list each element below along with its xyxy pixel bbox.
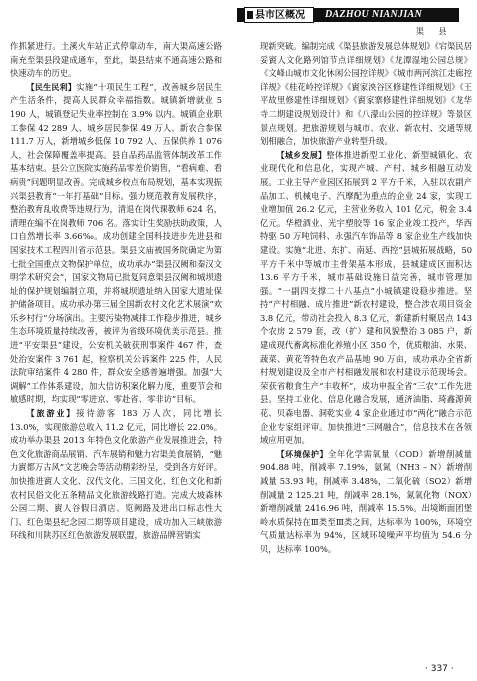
section-tag: 【环境保护】 [276, 449, 329, 459]
paragraph: 【环境保护】全年化学需氧量（COD）新增削减量 904.88 吨，削减率 7.19%，氨氮（NH3 – N）新增削减量 53.93 吨，削减率 3.48%，二氧化硫（SO2）新增削减量 2 125.21 吨，削减率 28.1%，氮氧化物（NOX）新增削减量 2416.96 吨，削减率 15.5%。出境断面团堡岭水质保持在Ⅲ类至Ⅲ类之间，达标率为 100%，环境空气质量达标率为 94%，区域环境噪声平均值为 54.6 分贝，达标率 100%。 [260, 448, 472, 554]
county-label: 渠 县 [416, 27, 453, 36]
paragraph: 【旅游业】接待游客 183 万人次，同比增长 13.0%，实现旅游总收入 11.2 亿元，同比增长 22.0%。成功举办渠县 2013 年特色文化旅游产业发展推进会，特色文化旅游商品展销、汽车展销和魅力宕渠美食展销，“魅力賨都万古风”文艺晚会等活动精彩纷呈，受到各方好评。加快推进賨人文化、汉代文化、三国文化、红色文化和新农村民俗文化五条精品文化旅游线路打造。完成大坡森林公园二期、賨人谷假日酒店、览阙路及进出口标志性大门、红色渠县纪念园二期等项目建设，成功加入三峡旅游环线和川陕苏区红色旅游发展联盟，旅游品牌营销实 [10, 408, 222, 541]
section-tag: 【民生民利】 [26, 82, 77, 92]
journal-title: DAZHOU NIANJIAN [325, 9, 423, 20]
paragraph: 【城乡发展】整体推进新型工业化、新型城镇化、农业现代化和信息化，实现产城、产村、城乡相融互动发展。工业主导产业园区拓展到 2 平方千米，入驻以农副产品加工、机械电子、汽摩配为重点的企业 24 家，实现工业增加值 26.2 亿元，主营业务收入 101 亿元，税金 3.4 亿元。华橙酒业、光宇塑胶等 16 家企业竣工投产，华西特驱 50 万吨饲料、永强汽车饰品等 8 家企业生产线加快建设。实施“北进、东扩、南延、西控”县城拓展战略，50 平方千米中等城市主骨架基本形成，县城建成区面积达 13.6 平方千米，城市基础设施日益完善，城市管理加强。“一副四支撑二十八基点”小城镇建设稳步推进。坚持“产村相融、成片推进”新农村建设，整合涉农项目资金 3.8 亿元，带动社会投入 8.3 亿元，新建新村聚居点 143 个农房 2 579 套，改（扩）建和风貌整治 3 085 户，新建成现代畜禽标准化养殖小区 350 个，优质粮油、水果、蔬菜、黄花等特色农产品基地 90 万亩，成功承办全省新村规划建设及全市产村相融发展和农村建设示范现场会。荣获省粮食生产“丰收杯”，成功申报全省“三农”工作先进县。坚持工业化、信息化融合发展，通济油脂、琦鑫源黄花、贝森电器、洞乾实业 4 家企业通过市“两化”融合示范企业专家组评审。加快推进“三网融合”，信息技术在各领域应用更加。 [260, 149, 472, 446]
right-column [260, 40, 472, 557]
paragraph: 作抓紧进行。土溪火车站正式停靠动车，南大渠高速公路南充至渠县段建成通车，至此，渠县结束不通高速公路和快速动车的历史。 [10, 41, 222, 79]
paragraph: 【民生民利】实施“十项民生工程”，改善城乡居民生产生活条件，提高人民群众幸福指数。城镇新增就业 5 190 人，城镇登记失业率控制在 3.9% 以内。城镇企业职工参保 42 289 人、城乡居民参保 49 万人、新农合参保 111.7 万人，新增城乡低保 10 792 人、五保供养 1 076 人，社会保障覆盖率提高。县自品药品监管体制改革工作基本结束。县公立医院实施药品零差价销售，“看病难、看病贵”问题明显改善。完成城乡校点布局规划，基本实现振兴渠县教育“一年打基础”目标。强力规范教育发展秩序，整治教育乱收费等违规行为，清退在岗代课教师 624 名，清理在编不在岗教师 706 名。落实计生奖励扶助政策，人口自然增长率 3.66‰。成功创建全国科技进步先进县和国家技术工程四川省示范县。渠县文庙被国务院确定为第七批全国重点文物保护单位，成功承办“渠县汉阙和秦汉文明学术研究会”，国家文物局已批复同意渠县汉阙和城坝遗址的保护规划编制立项，并将城坝遗址纳入国家大遗址保护储备项目。成功承办第三届全国新农村文化艺术展演“欢乐乡村行”分场演出。主要污染物减排工作稳步推进，城乡生态环境质量持续改善，被评为省级环境优美示范县。推进“平安渠县”建设，公安机关破获刑事案件 467 件，查处治安案件 3 761 起，检察机关公诉案件 225 件，人民法院审结案件 4 280 件，群众安全感普遍增强。加强“大调解”工作体系建设，加大信访积案化解力度，重要节会和敏感时期，均实现“零进京、零赴省、零非访”目标。 [10, 81, 222, 405]
left-column [10, 40, 222, 543]
section-tag: 【城乡发展】 [276, 150, 327, 160]
page-header [0, 0, 477, 40]
paragraph: 现新突破。编制完成《渠县旅游发展总体规划》《宕渠民居妥賨人文化路列馆节点详细规划》《龙潭湿地公园总规》《文峰山城市文化休闲公园控详规》《城市两河滨江走廊控详规》《桂花岭控详规》《賨家泱谷区修建性详细规划》《王平故里修建性详细规划》《賨家寨修建性详细规划》《龙华寺二期建设规划设计》和《八濛山公园的控详规》等景区景点规划。把旅游规划与城市、农业、新农村、交通等规划相融合，加快旅游产业转型升级。 [260, 41, 472, 147]
page-number: · 337 · [425, 664, 454, 674]
section-label: 县市区概况 [244, 7, 314, 23]
section-tag: 【旅游业】 [26, 409, 77, 419]
